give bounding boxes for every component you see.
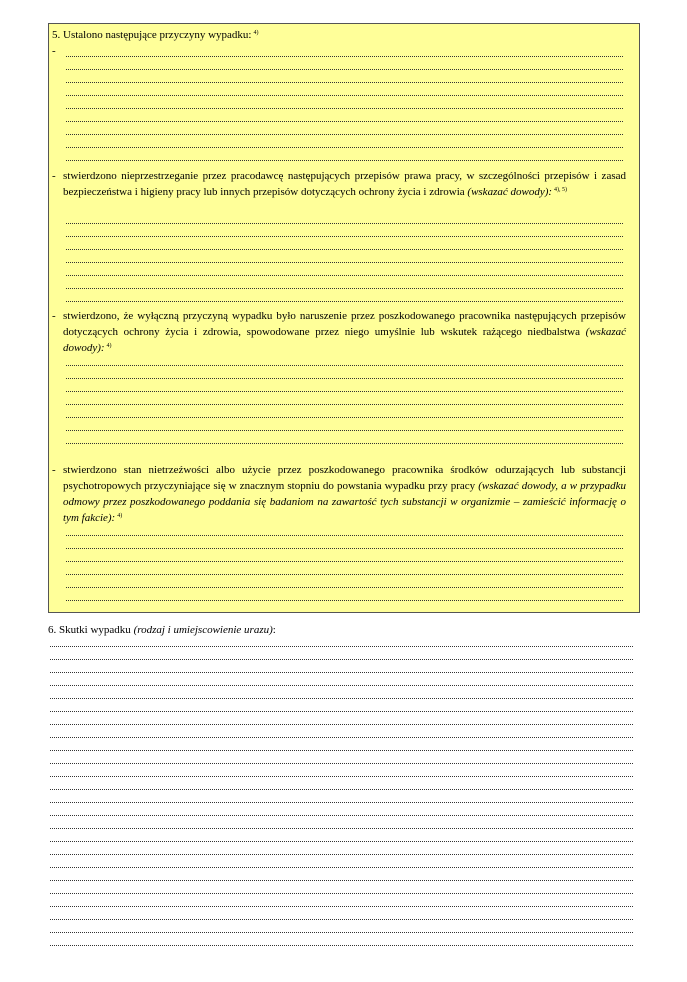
- section-6-title: 6. Skutki wypadku (rodzaj i umiejscowienie urazu):: [48, 624, 276, 636]
- bullet-dash: -: [52, 45, 56, 57]
- fill-line[interactable]: [50, 698, 633, 712]
- footnote-ref: 4): [253, 30, 259, 36]
- fill-line[interactable]: [66, 352, 623, 366]
- fill-line[interactable]: [50, 763, 633, 777]
- footnote-ref: 4), 5): [554, 187, 568, 193]
- fill-line[interactable]: [66, 210, 623, 224]
- fill-line[interactable]: [66, 548, 623, 562]
- fill-line[interactable]: [66, 574, 623, 588]
- fill-line[interactable]: [66, 223, 623, 237]
- fill-line[interactable]: [50, 880, 633, 894]
- fill-line[interactable]: [66, 561, 623, 575]
- fill-line[interactable]: [50, 789, 633, 803]
- bullet-dash: -: [52, 170, 56, 182]
- fill-line[interactable]: [66, 56, 623, 70]
- fill-line[interactable]: [50, 906, 633, 920]
- fill-line[interactable]: [50, 659, 633, 673]
- section-5-box: [48, 23, 640, 613]
- fill-line[interactable]: [50, 633, 633, 647]
- fill-line[interactable]: [66, 147, 623, 161]
- bullet-dash: -: [52, 310, 56, 322]
- fill-line[interactable]: [50, 672, 633, 686]
- fill-line[interactable]: [66, 365, 623, 379]
- section-5-title: 5. Ustalono następujące przyczyny wypadku: $^{4)}$: [52, 29, 259, 41]
- fill-line[interactable]: [66, 417, 623, 431]
- fill-line[interactable]: [66, 134, 623, 148]
- footnote-ref: 4): [106, 343, 112, 349]
- fill-line[interactable]: [66, 121, 623, 135]
- fill-line[interactable]: [66, 288, 623, 302]
- fill-line[interactable]: [66, 108, 623, 122]
- fill-line[interactable]: [66, 275, 623, 289]
- fill-line[interactable]: [50, 646, 633, 660]
- fill-line[interactable]: [66, 430, 623, 444]
- fill-line[interactable]: [50, 932, 633, 946]
- fill-line[interactable]: [66, 82, 623, 96]
- fill-line[interactable]: [50, 750, 633, 764]
- fill-line[interactable]: [66, 378, 623, 392]
- bullet-dash: -: [52, 464, 56, 476]
- fill-line[interactable]: [66, 249, 623, 263]
- fill-line[interactable]: [66, 43, 623, 57]
- fill-line[interactable]: [50, 802, 633, 816]
- fill-line[interactable]: [50, 893, 633, 907]
- fill-line[interactable]: [66, 587, 623, 601]
- item-4-text: stwierdzono stan nietrzeźwości albo użycie przez poszkodowanego pracownika środków odurzających lub substancji psychotropowych przyczyniające się w znacznym stopniu do powstania wypadku przy pracy (wskazać dowody, a w przypadku odmowy przez poszkodowanego poddania się badaniom na zawartość tych substancji w organizmie – zamieścić informację o tym fakcie): $^{4)}$: [63, 464, 627, 524]
- item-2-text: stwierdzono nieprzestrzeganie przez pracodawcę następujących przepisów prawa pracy, w szczególności przepisów i zasad bezpieczeństwa i higieny pracy lub innych przepisów dotyczących ochrony życia i zdrowia (wskazać dowody): $^{4), 5)}$: [63, 170, 626, 198]
- footnote-ref: 4): [117, 513, 123, 519]
- fill-line[interactable]: [50, 776, 633, 790]
- fill-line[interactable]: [50, 724, 633, 738]
- fill-line[interactable]: [66, 95, 623, 109]
- fill-line[interactable]: [50, 828, 633, 842]
- fill-line[interactable]: [50, 685, 633, 699]
- fill-line[interactable]: [66, 535, 623, 549]
- fill-line[interactable]: [50, 867, 633, 881]
- fill-line[interactable]: [66, 262, 623, 276]
- fill-line[interactable]: [50, 711, 633, 725]
- fill-line[interactable]: [66, 404, 623, 418]
- fill-line[interactable]: [66, 522, 623, 536]
- item-3-text: stwierdzono, że wyłączną przyczyną wypadku było naruszenie przez poszkodowanego pracownika następujących przepisów dotyczących ochrony życia i zdrowia, spowodowane przez niego umyślnie lub wskutek rażącego niedbalstwa (wskazać dowody): $^{4)}$: [63, 310, 626, 354]
- fill-line[interactable]: [50, 854, 633, 868]
- fill-line[interactable]: [50, 815, 633, 829]
- fill-line[interactable]: [50, 737, 633, 751]
- fill-line[interactable]: [66, 69, 623, 83]
- fill-line[interactable]: [50, 841, 633, 855]
- fill-line[interactable]: [66, 236, 623, 250]
- fill-line[interactable]: [50, 919, 633, 933]
- fill-line[interactable]: [66, 391, 623, 405]
